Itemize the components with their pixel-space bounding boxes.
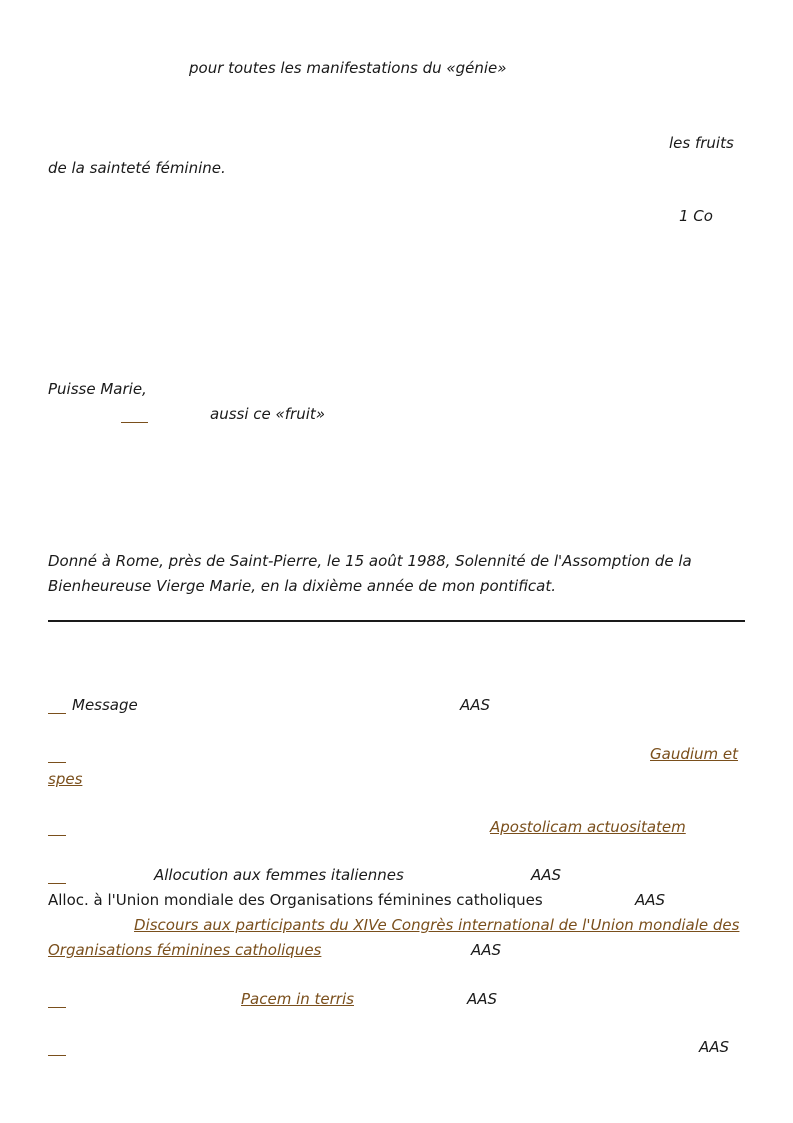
footnote-5-aas: AAS: [467, 990, 498, 1008]
closing-line-2: Bienheureuse Vierge Marie, en la dixième année de mon pontificat.: [48, 577, 556, 595]
body-line-fruit: aussi ce «fruit»: [210, 405, 326, 423]
footnote-6-link[interactable]: [48, 1055, 66, 1056]
footnote-1-label: Message: [72, 696, 138, 714]
footnote-5-pacem-link[interactable]: Pacem in terris: [241, 990, 354, 1008]
body-line-saintete: de la sainteté féminine.: [48, 159, 226, 177]
footnote-4b-aas: AAS: [635, 891, 666, 909]
footnote-3-apostolicam-link[interactable]: Apostolicam actuositatem: [490, 818, 686, 836]
footnote-2-gaudium-link[interactable]: Gaudium et: [650, 745, 739, 763]
body-line-1co: 1 Co: [679, 207, 713, 225]
footnote-2-link[interactable]: [48, 762, 66, 763]
footnote-4-label: Allocution aux femmes italiennes: [154, 866, 404, 884]
footnote-6-aas: AAS: [699, 1038, 730, 1056]
footnote-5-link[interactable]: [48, 1007, 66, 1008]
footnote-4-link[interactable]: [48, 883, 66, 884]
footnote-2-spes-link[interactable]: spes: [48, 770, 83, 788]
footnote-4b-label: Alloc. à l'Union mondiale des Organisations féminines catholiques: [48, 891, 543, 909]
body-line-fruits: les fruits: [669, 134, 734, 152]
footnotes-divider: [48, 620, 745, 622]
footnote-4c-discours-link[interactable]: Discours aux participants du XIVe Congrès international de l'Union mondiale des: [134, 916, 740, 934]
footnote-1-link[interactable]: [48, 713, 66, 714]
footnote-4c-aas: AAS: [471, 941, 502, 959]
closing-line-1: Donné à Rome, près de Saint-Pierre, le 15 août 1988, Solennité de l'Assomption de la: [48, 552, 692, 570]
footnote-4-aas: AAS: [531, 866, 562, 884]
footnote-ref-link[interactable]: [121, 422, 148, 423]
body-line-genie: pour toutes les manifestations du «génie»: [189, 59, 507, 77]
footnote-1-aas: AAS: [460, 696, 491, 714]
footnote-4c-organisations-link[interactable]: Organisations féminines catholiques: [48, 941, 322, 959]
body-line-marie: Puisse Marie,: [48, 380, 147, 398]
footnote-3-link[interactable]: [48, 835, 66, 836]
